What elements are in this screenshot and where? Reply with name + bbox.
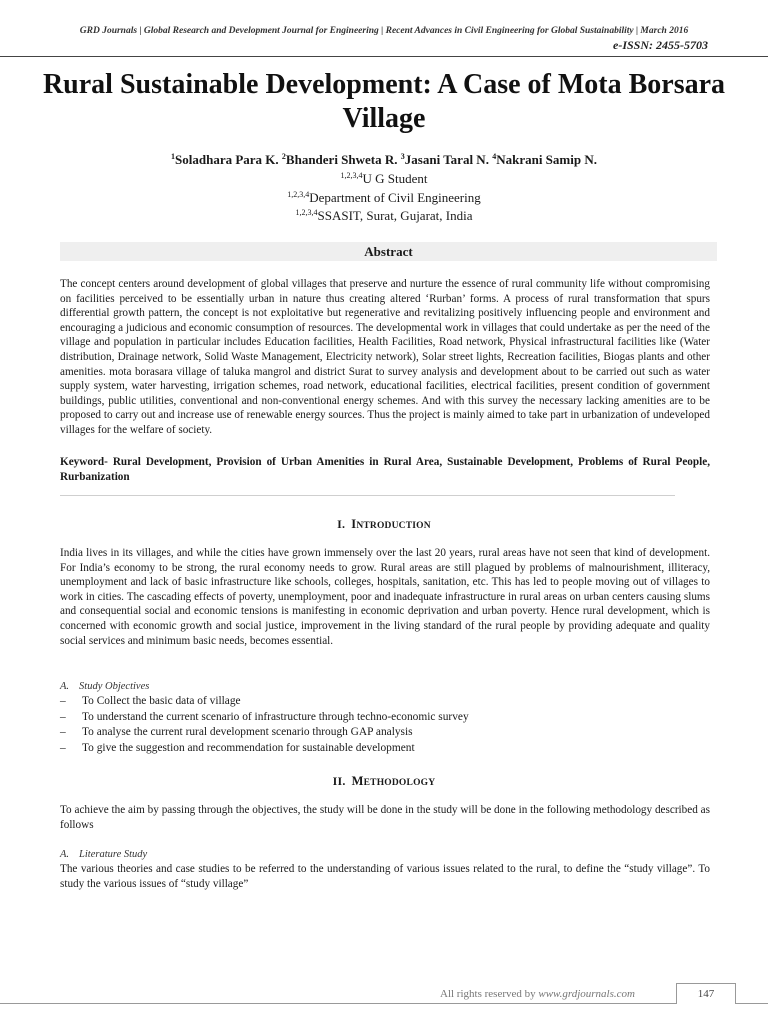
objectives-list xyxy=(60,694,710,756)
section-heading-methodology: II. METHODOLOGY xyxy=(332,774,436,788)
eissn: e-ISSN: 2455-5703 xyxy=(613,38,708,52)
affiliation-department: $^{1,2,3,4}$Department of Civil Engineering xyxy=(287,190,481,205)
subsection-heading-study-objectives: A. Study Objectives xyxy=(60,681,150,692)
section-heading-introduction: I. INTRODUCTION xyxy=(337,517,431,531)
keywords: Keyword- Rural Development, Provision of Urban Amenities in Rural Area, Sustainable Development, Problems of Rural People, Rurbanization xyxy=(60,456,710,483)
page-number: 147 xyxy=(676,983,736,1004)
footer-rule xyxy=(0,1003,768,1004)
author: $^3$Jasani Taral N. xyxy=(400,152,489,167)
author: $^2$Bhanderi Shweta R. xyxy=(281,152,398,167)
affiliation-role: $^{1,2,3,4}$U G Student xyxy=(340,171,428,186)
footer-rights: All rights reserved by www.grdjournals.com xyxy=(440,988,635,1000)
list-item: – To understand the current scenario of infrastructure through techno-economic survey xyxy=(60,710,469,723)
footer-site-link[interactable]: www.grdjournals.com xyxy=(538,988,635,1000)
author-list xyxy=(0,152,768,168)
introduction-text: India lives in its villages, and while the cities have grown immensely over the last 20 years, rural areas have not seen that kind of development. For India’s economy to be strong, the rural economy needs to grow. Rural areas are still plagued by problems of malnourishment, illiteracy, unemployment and lack of basic infrastructure like schools, colleges, hospitals, sanitation, etc. This has led to people moving out of villages to work in cities. The cascading effects of poverty, unemployment, poor and inadequate infrastructure in rural areas on urban centers causing slums and consequential social and economic tensions is manifesting in economic deprivation and urban poverty. Hence rural development, which is concerned with economic growth and social justice, improvement in the living standard of the rural people by providing adequate and quality social services and minimum basic needs, becomes essential. xyxy=(60,547,710,647)
methodology-text: To achieve the aim by passing through the objectives, the study will be done in the study will be done in the following methodology described as follows xyxy=(60,804,710,831)
author: $^4$Nakrani Samip N. xyxy=(492,152,597,167)
header-rule xyxy=(0,56,768,57)
section-divider xyxy=(60,495,675,496)
abstract-heading: Abstract xyxy=(60,242,717,261)
list-item: – To analyse the current rural development scenario through GAP analysis xyxy=(60,726,413,738)
author: $^1$Soladhara Para K. xyxy=(171,152,279,167)
running-head: GRD Journals | Global Research and Development Journal for Engineering | Recent Advances in Civil Engineering for Global Sustainability | March 2016 xyxy=(79,26,689,36)
list-item: – To give the suggestion and recommendation for sustainable development xyxy=(60,741,415,754)
abstract-text: The concept centers around development of global villages that preserve and nurture the essence of rural community life without compromising on facilities perceived to be essentially urban in nature thus creating altered ‘Rurban’ forms. A process of rural transformation that spurs differential growth pattern, the concept is not exploitative but regenerative and revitalizing positively influencing people and environment and encouraging a judicious and economic consumption of resources. The developmental work in villages that could undertake as per the need of the village and population in particular includes Education facilities, Health Facilities, Road network, Physical infrastructural facilities like (Water distribution, Drainage network, Solid Waste Management, Electricity network), Solar street lights, Recreation facilities, Biogas plants and other amenities. mota borasara village of taluka mangrol and district Surat to survey analysis and development about to be carried out such as water supply system, water harvesting, irrigation schemes, road network, educational facilities, electrical facilities, present condition of government buildings, public utilities, conventional and non-conventional energy schemes. And with this survey the necessary lacking amenities are to be proposed to carry out and increase use of renewable energy sources. Thus the project is mainly aimed to take part in urbanization of undeveloped villages for the welfare of society. xyxy=(60,278,710,436)
literature-study-text: The various theories and case studies to be referred to the understanding of various issues related to the rural, to define the “study village”. To study the various issues of “study village” xyxy=(60,863,710,890)
list-item: – To Collect the basic data of village xyxy=(60,695,241,707)
paper-title: Rural Sustainable Development: A Case of Mota Borsara Village xyxy=(42,69,726,134)
subsection-heading-literature-study: A. Literature Study xyxy=(60,849,148,860)
affiliation-institute: $^{1,2,3,4}$SSASIT, Surat, Gujarat, India xyxy=(295,208,473,223)
